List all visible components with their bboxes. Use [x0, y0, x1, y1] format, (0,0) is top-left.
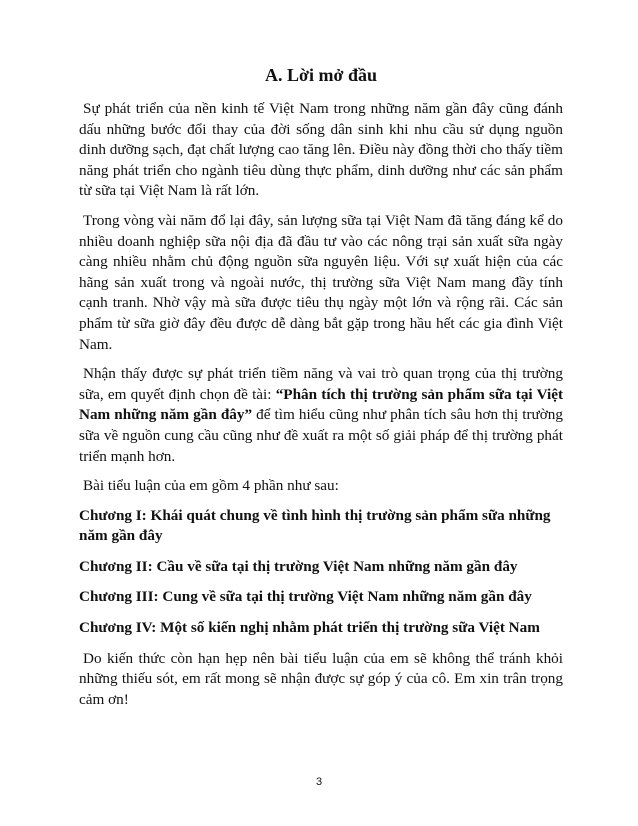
topic-title: “Phân tích thị trường sản phẩm sữa tại Việt Nam những năm gần đây”: [79, 385, 564, 424]
paragraph-topic: [79, 364, 563, 467]
topic-text-after: để tìm hiểu cũng như phân tích sâu hơn thị trường sữa về nguồn cung cầu cũng như đề xuất ra một số giải pháp để thị trường phát triển mạnh hơn.: [79, 406, 563, 465]
chapter-3-heading: Chương III: Cung về sữa tại thị trường Việt Nam những năm gần đây: [79, 588, 532, 606]
chapter-1-heading: Chương I: Khái quát chung về tình hình thị trường sản phẩm sữa những năm gần đây: [79, 506, 551, 545]
paragraph-development: Sự phát triển của nền kinh tế Việt Nam trong những năm gần đây cũng đánh dấu những bước đổi thay của đời sống dân sinh khi nhu cầu sử dụng nguồn dinh dưỡng sạch, đạt chất lượng cao tăng lên. Điều này đồng thời cho thấy tiềm năng phát triển cho ngành tiêu dùng thực phẩm, dinh dưỡng như các sản phẩm từ sữa tại Việt Nam là rất lớn.: [79, 100, 563, 200]
paragraph-production: Trong vòng vài năm đổ lại đây, sản lượng sữa tại Việt Nam đã tăng đáng kể do nhiều doanh nghiệp sữa nội địa đã đầu tư vào các nông trại sản xuất sữa ngày càng nhiều nhằm chủ động nguồn sữa nguyên liệu. Với sự xuất hiện của các hãng sản xuất trong và ngoài nước, thị trường sữa Việt Nam mang đầy tính cạnh tranh. Nhờ vậy mà sữa được tiêu thụ ngày một lớn và rộng rãi. Các sản phẩm từ sữa giờ đây đều được dễ dàng bắt gặp trong hầu hết các gia đình Việt Nam.: [79, 211, 563, 353]
paragraph-parts-intro: Bài tiểu luận của em gồm 4 phần như sau:: [83, 477, 339, 495]
page-content: [79, 64, 563, 719]
paragraph-closing: Do kiến thức còn hạn hẹp nên bài tiểu luận của em sẽ không thể tránh khỏi những thiếu sót, em rất mong sẽ nhận được sự góp ý của cô. Em xin trân trọng cảm ơn!: [79, 649, 563, 708]
chapter-4-heading: Chương IV: Một số kiến nghị nhằm phát triển thị trường sữa Việt Nam: [79, 619, 540, 637]
topic-text-before: Nhận thấy được sự phát triển tiềm năng và vai trò quan trọng của thị trường sữa, em quyết định chọn đề tài:: [79, 365, 563, 403]
chapter-2-heading: Chương II: Cầu về sữa tại thị trường Việt Nam những năm gần đây: [79, 557, 518, 575]
page-number: 3: [315, 776, 323, 788]
section-title: A. Lời mở đầu: [265, 65, 377, 85]
